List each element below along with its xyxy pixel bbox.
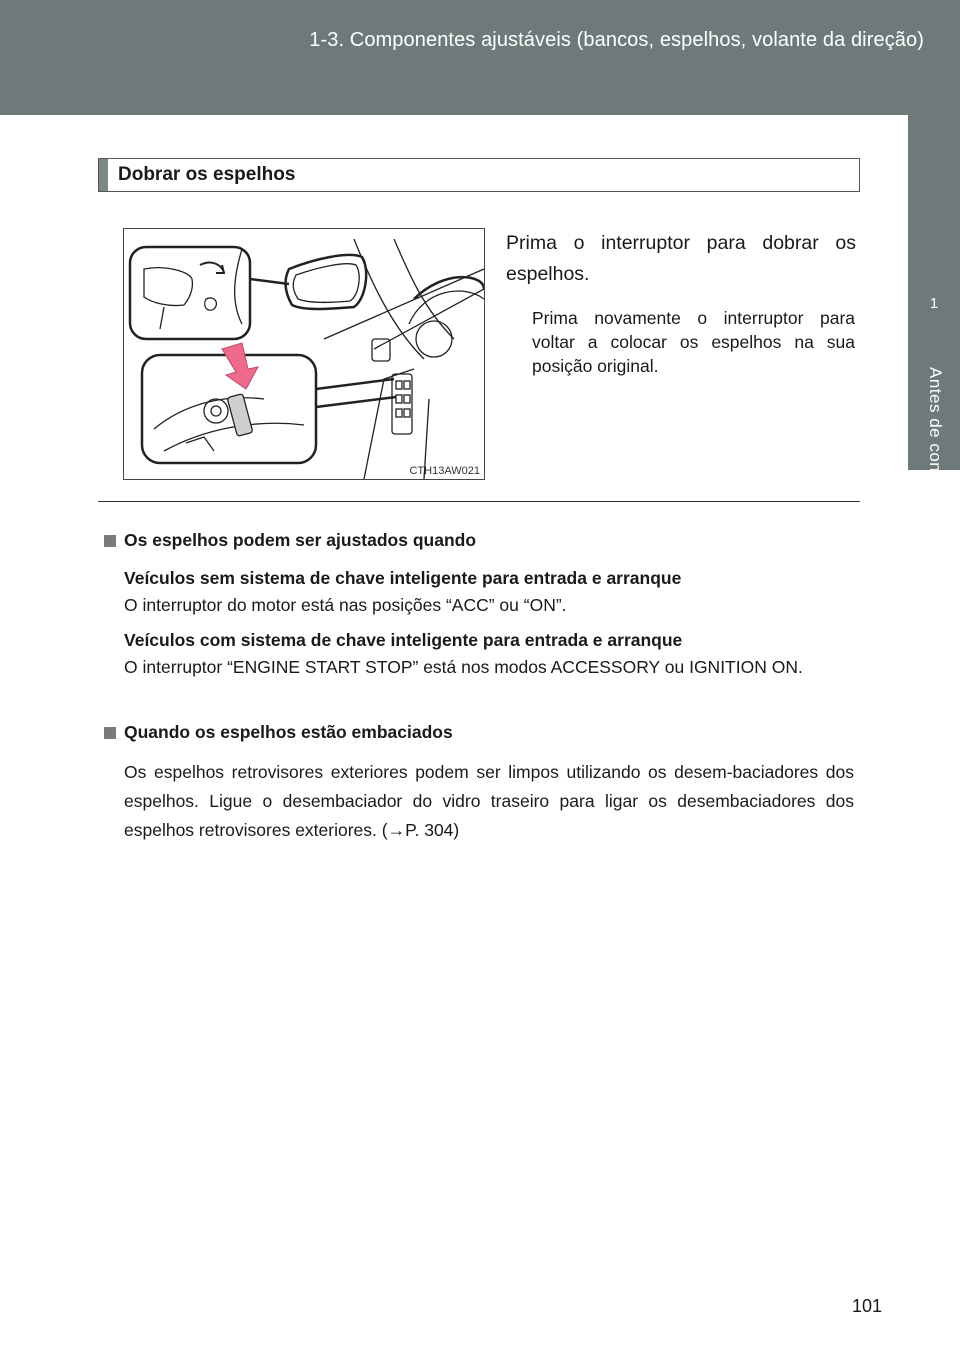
section-divider <box>98 501 860 502</box>
chapter-tab <box>908 115 960 1360</box>
section-heading <box>98 158 860 192</box>
illustration-drawing <box>124 229 484 479</box>
header-band <box>0 0 960 115</box>
paragraph-defogger: Os espelhos retrovisores exteriores podem ser limpos utilizando os desem-baciadores dos espelhos. Ligue o desembaciador do vidro traseiro para ligar os desembaciadores dos espelhos retrovisores exteriores. (→P. 304) <box>124 762 854 840</box>
mirror-fold-illustration <box>123 228 485 480</box>
page-number: 101 <box>852 1296 883 1316</box>
square-bullet-icon <box>104 727 116 739</box>
subheading-smart-key: Veículos com sistema de chave inteligente para entrada e arranque <box>124 630 683 650</box>
paragraph-no-smart-key: O interruptor do motor está nas posições “ACC” ou “ON”. <box>124 595 567 615</box>
info-heading-text: Os espelhos podem ser ajustados quando <box>124 530 477 550</box>
section-title: Dobrar os espelhos <box>118 164 296 185</box>
chapter-number: 1 <box>929 295 939 312</box>
running-head: 1-3. Componentes ajustáveis (bancos, espelhos, volante da direção) <box>309 29 924 51</box>
lead-instruction: Prima o interruptor para dobrar os espelhos. <box>506 232 856 285</box>
paragraph-smart-key: O interruptor “ENGINE START STOP” está nos modos ACCESSORY ou IGNITION ON. <box>124 657 803 677</box>
heading-accent-bar <box>99 159 108 191</box>
figure-code: CTH13AW021 <box>409 465 480 477</box>
subheading-no-smart-key: Veículos sem sistema de chave inteligente para entrada e arranque <box>124 568 682 588</box>
chapter-tab-top <box>908 115 960 200</box>
info-heading-adjust <box>104 530 476 551</box>
restore-note: Prima novamente o interruptor para voltar a colocar os espelhos na sua posição original. <box>532 308 855 376</box>
square-bullet-icon <box>104 535 116 547</box>
info-heading-text: Quando os espelhos estão embaciados <box>124 722 453 742</box>
chapter-title: Antes de conduzir <box>926 367 945 512</box>
info-heading-fogged <box>104 722 453 743</box>
